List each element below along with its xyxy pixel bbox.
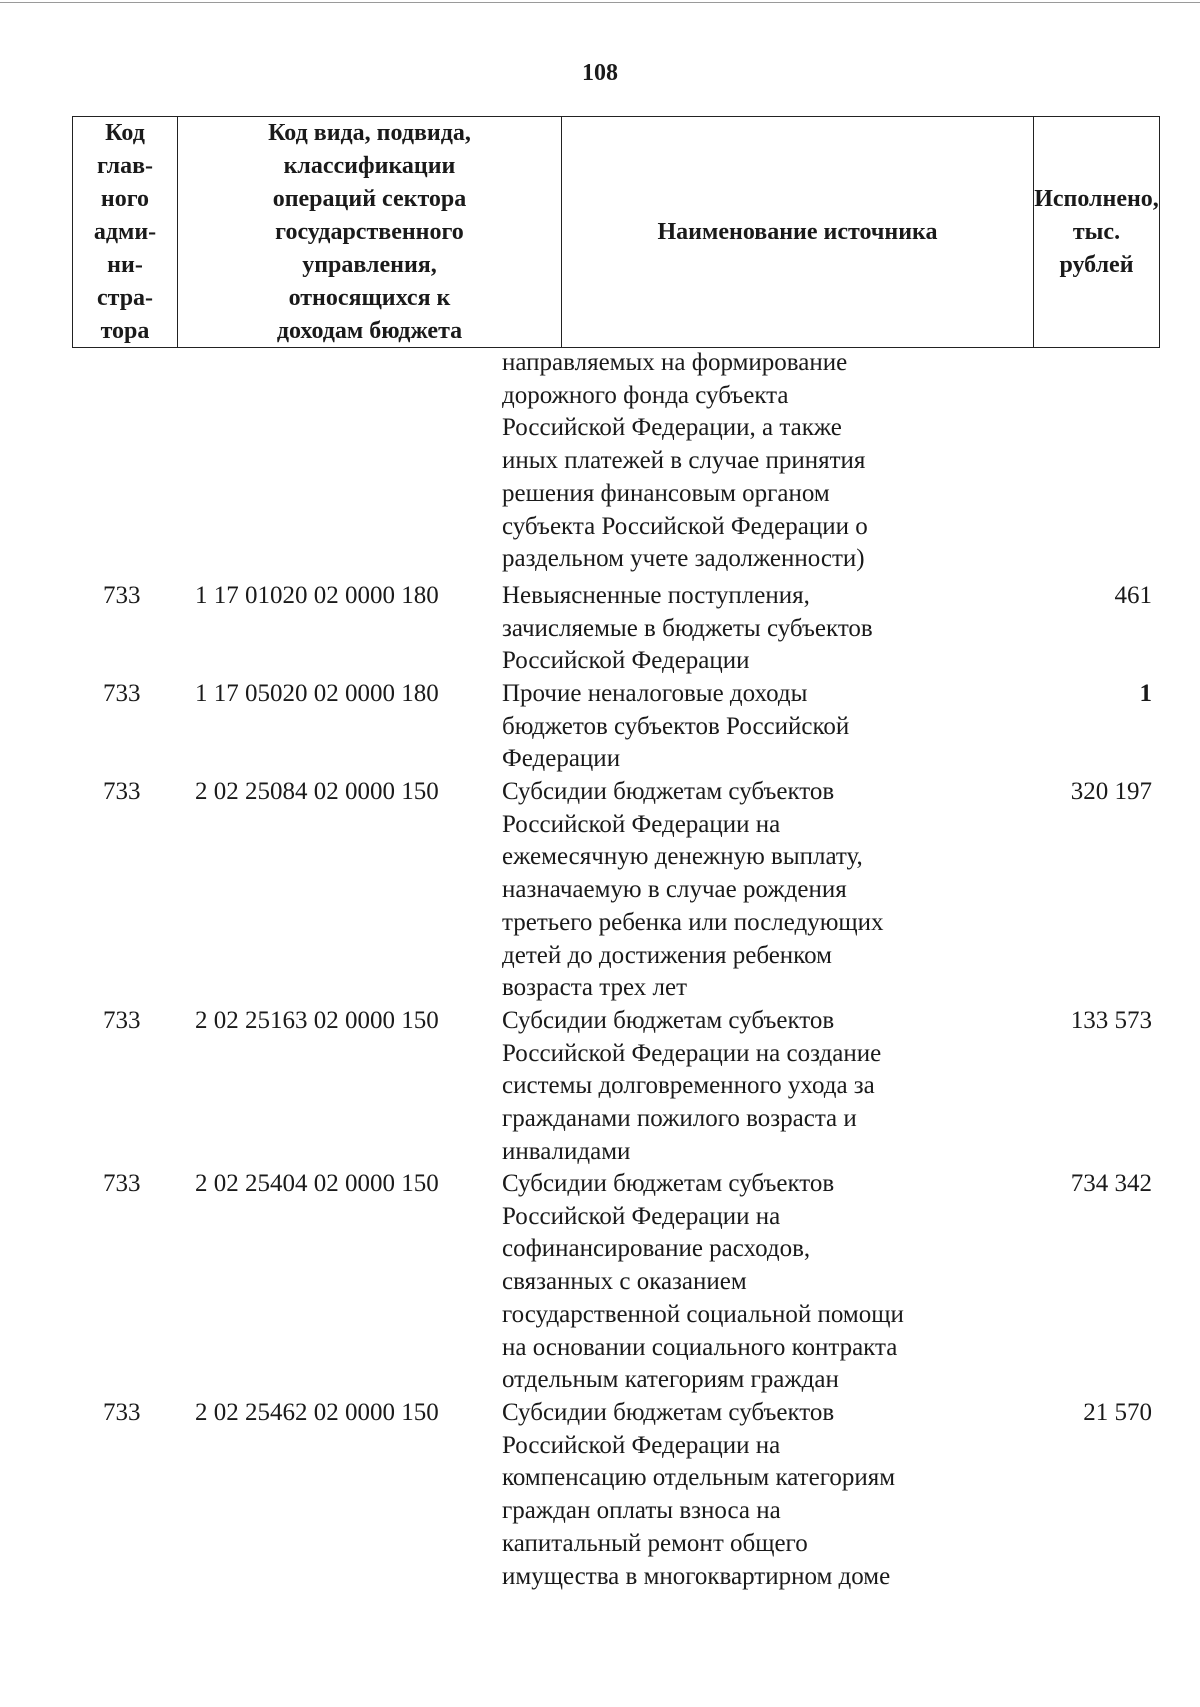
row-classification-code: 2 02 25084 02 0000 150 (195, 778, 439, 805)
header-admin-code: Код глав- ного адми- ни- стра- тора (73, 117, 178, 347)
row-admin-code: 733 (103, 680, 141, 707)
row-admin-code: 733 (103, 1399, 141, 1426)
row-amount: 461 (1114, 582, 1152, 609)
row-classification-code: 2 02 25462 02 0000 150 (195, 1399, 439, 1426)
row-amount: 734 342 (1070, 1170, 1152, 1197)
row-source-name: Субсидии бюджетам субъектов Российской Федерации на создание системы долговременного ухода за гражданами пожилого возраста и инвалидами (502, 1007, 882, 1165)
continuation-text: направляемых на формирование дорожного фонда субъекта Российской Федерации, а также иных платежей в случае принятия решения финансовым органом субъекта Российской Федерации о раздельном учете задолженности) (502, 349, 868, 573)
page-number: 108 (582, 60, 618, 86)
row-source-name: Субсидии бюджетам субъектов Российской Федерации на компенсацию отдельным категориям граждан оплаты взноса на капитальный ремонт общего имущества в многоквартирном доме (502, 1399, 896, 1590)
row-amount: 21 570 (1083, 1399, 1152, 1426)
header-source-name: Наименование источника (562, 117, 1034, 347)
table-header (72, 116, 1160, 348)
row-classification-code: 2 02 25404 02 0000 150 (195, 1170, 439, 1197)
row-admin-code: 733 (103, 582, 141, 609)
row-classification-code: 2 02 25163 02 0000 150 (195, 1007, 439, 1034)
row-admin-code: 733 (103, 1170, 141, 1197)
row-classification-code: 1 17 01020 02 0000 180 (195, 582, 439, 609)
row-source-name: Невыясненные поступления, зачисляемые в бюджеты субъектов Российской Федерации (502, 582, 873, 675)
row-source-name: Прочие неналоговые доходы бюджетов субъектов Российской Федерации (502, 680, 850, 773)
row-classification-code: 1 17 05020 02 0000 180 (195, 680, 439, 707)
header-classification-code: Код вида, подвида, классификации операций сектора государственного управления, относящихся к доходам бюджета (178, 117, 562, 347)
page-top-edge (0, 2, 1200, 3)
row-source-name: Субсидии бюджетам субъектов Российской Федерации на софинансирование расходов, связанных с оказанием государственной социальной помощи на основании социального контракта отдельным категориям граждан (502, 1170, 904, 1394)
row-admin-code: 733 (103, 778, 141, 805)
row-amount: 320 197 (1070, 778, 1152, 805)
row-source-name: Субсидии бюджетам субъектов Российской Федерации на ежемесячную денежную выплату, назначаемую в случае рождения третьего ребенка или последующих детей до достижения ребенком возраста трех лет (502, 778, 884, 1002)
header-executed: Исполнено, тыс. рублей (1034, 185, 1159, 278)
row-admin-code: 733 (103, 1007, 141, 1034)
row-amount: 133 573 (1070, 1007, 1152, 1034)
row-amount: 1 (1139, 680, 1152, 707)
